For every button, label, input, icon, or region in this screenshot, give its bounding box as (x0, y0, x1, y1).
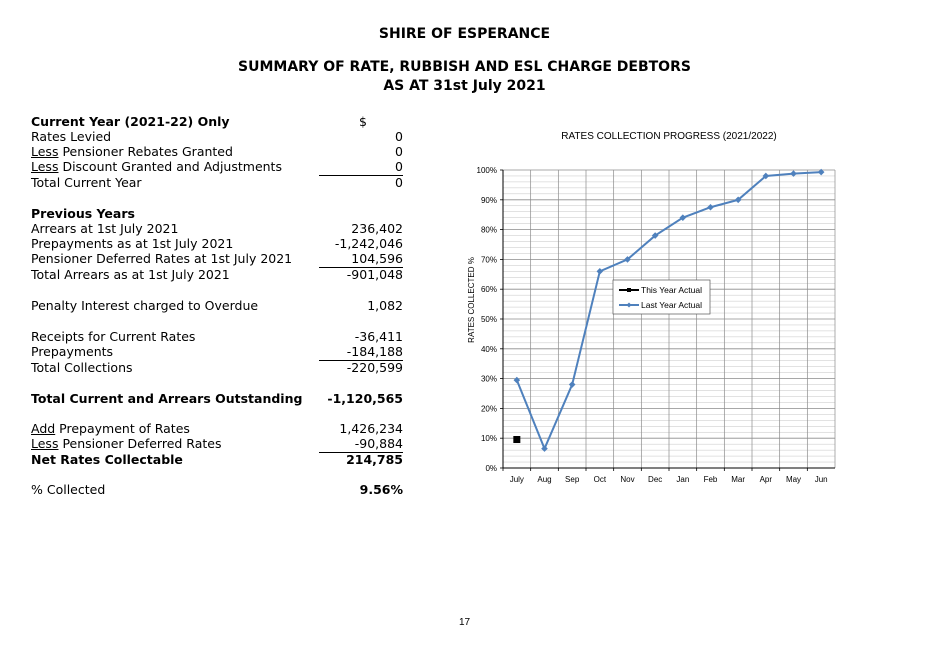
data-point (541, 445, 548, 452)
total-current-row: Total Current Year 0 (31, 175, 403, 190)
x-tick-label: Dec (648, 475, 663, 484)
x-tick-label: Nov (620, 475, 635, 484)
data-point (707, 204, 714, 211)
y-tick-label: 60% (480, 285, 497, 295)
legend-label: Last Year Actual (641, 300, 702, 310)
x-tick-label: Apr (759, 475, 773, 484)
rates-collection-chart (458, 125, 858, 490)
y-tick-label: 20% (480, 404, 497, 414)
org-name: SHIRE OF ESPERANCE (378, 26, 551, 42)
page-number: 17 (458, 617, 471, 628)
previous-years-heading: Previous Years (31, 206, 135, 221)
chart-legend (613, 280, 710, 314)
add-prepayment-row: Add Prepayment of Rates 1,426,234 (31, 421, 403, 436)
chart-y-axis-label: RATES COLLECTED % (467, 257, 476, 343)
penalty-row: Penalty Interest charged to Overdue 1,082 (31, 298, 403, 313)
less-deferred-row: Less Pensioner Deferred Rates -90,884 (31, 436, 403, 451)
chart-grid (503, 170, 835, 468)
y-tick-label: 80% (480, 225, 497, 235)
prepayments-july-row: Prepayments as at 1st July 2021 -1,242,046 (31, 236, 403, 251)
data-point (513, 436, 520, 443)
chart-title: RATES COLLECTION PROGRESS (2021/2022) (561, 131, 777, 142)
rebates-row: Less Pensioner Rebates Granted 0 (31, 144, 403, 159)
data-point (569, 381, 576, 388)
deferred-rates-row: Pensioner Deferred Rates at 1st July 2021 104,596 (31, 251, 403, 266)
x-tick-label: Mar (731, 475, 746, 484)
legend-marker (627, 288, 631, 292)
y-tick-label: 100% (476, 166, 497, 175)
y-tick-label: 40% (480, 344, 497, 354)
data-point (597, 268, 604, 275)
x-tick-label: May (785, 475, 802, 484)
prepayments-row: Prepayments -184,188 (31, 344, 403, 359)
data-point (514, 377, 521, 384)
total-arrears-row: Total Arrears as at 1st July 2021 -901,048 (31, 267, 403, 282)
y-tick-label: 90% (480, 195, 497, 205)
x-tick-label: Oct (593, 475, 607, 484)
x-tick-label: Feb (703, 475, 718, 484)
discount-row: Less Discount Granted and Adjustments 0 (31, 159, 403, 174)
net-rates-row: Net Rates Collectable 214,785 (31, 452, 403, 467)
outstanding-row: Total Current and Arrears Outstanding -1,120,565 (31, 391, 403, 406)
rates-levied-row: Rates Levied 0 (31, 129, 403, 144)
arrears-row: Arrears at 1st July 2021 236,402 (31, 221, 403, 236)
x-tick-label: Aug (537, 475, 552, 484)
collected-row: % Collected 9.56% (31, 482, 403, 497)
total-collections-row: Total Collections -220,599 (31, 360, 403, 375)
x-tick-label: Jun (814, 475, 828, 484)
x-tick-label: Sep (565, 475, 580, 484)
report-title: SUMMARY OF RATE, RUBBISH AND ESL CHARGE DEBTORS (238, 59, 691, 75)
y-tick-label: 50% (480, 315, 497, 324)
legend-label: This Year Actual (641, 285, 702, 295)
y-tick-label: 10% (480, 434, 497, 444)
currency-symbol: $ (359, 114, 367, 129)
y-tick-label: 30% (480, 374, 497, 384)
y-tick-label: 0% (485, 464, 497, 473)
x-tick-label: Jan (676, 475, 690, 484)
x-tick-label: July (509, 475, 524, 484)
receipts-row: Receipts for Current Rates -36,411 (31, 329, 403, 344)
current-year-heading: Current Year (2021-22) Only $ (31, 114, 367, 129)
report-date: AS AT 31st July 2021 (383, 78, 546, 94)
y-tick-label: 70% (480, 255, 497, 265)
